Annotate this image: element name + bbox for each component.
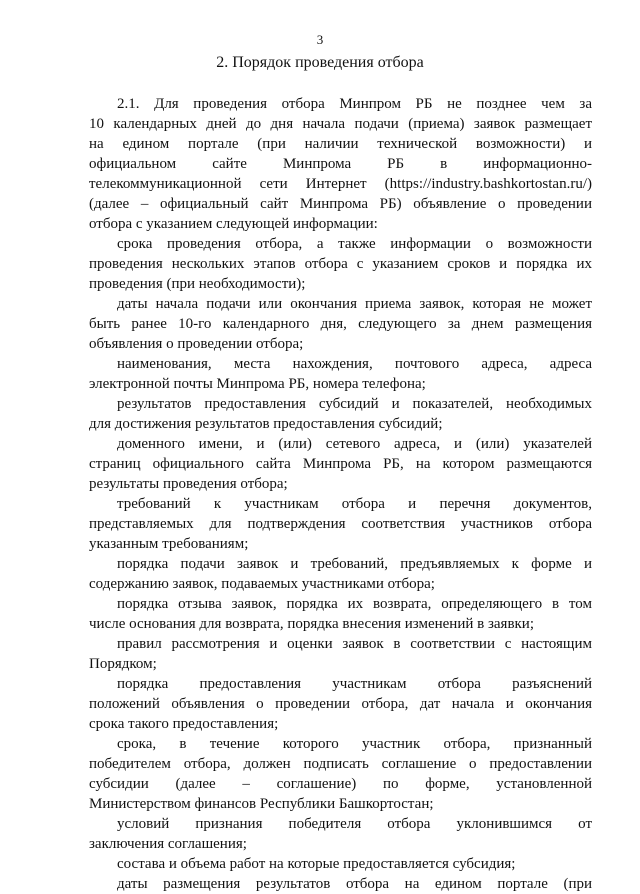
text-line: условий признания победителя отбора уклонившимся от [117, 816, 592, 832]
text-line: доменного имени, и (или) сетевого адреса, и (или) указателей [117, 436, 592, 452]
text-line: электронной почты Минпрома РБ, номера телефона; [89, 376, 426, 392]
text-line: Порядком; [89, 656, 157, 672]
text-line: на едином портале (при наличии технической возможности) и [89, 136, 592, 152]
text-line: представляемых для подтверждения соответствия участников отбора [89, 516, 592, 532]
text-line: состава и объема работ на которые предоставляется субсидия; [117, 856, 516, 872]
text-line: порядка предоставления участникам отбора разъяснений [117, 676, 592, 692]
text-line: даты размещения результатов отбора на едином портале (при [117, 876, 592, 892]
section-title: 2. Порядок проведения отбора [216, 54, 424, 71]
text-line: для достижения результатов предоставления субсидий; [89, 416, 443, 432]
paragraph [89, 634, 592, 674]
text-line: проведения нескольких этапов отбора с указанием сроков и порядка их [89, 256, 592, 272]
text-line: проведения (при необходимости); [89, 276, 306, 292]
paragraph [89, 814, 592, 854]
text-line: результаты проведения отбора; [89, 476, 288, 492]
document-body [89, 94, 592, 894]
text-line: срока проведения отбора, а также информации о возможности [117, 236, 592, 252]
paragraph [89, 594, 592, 634]
text-line: объявления о проведении отбора; [89, 336, 304, 352]
paragraph [89, 234, 592, 294]
text-line: даты начала подачи или окончания приема заявок, которая не может [117, 296, 592, 312]
paragraph [89, 94, 592, 234]
paragraph [89, 874, 592, 894]
text-line: заключения соглашения; [89, 836, 247, 852]
text-line: указанным требованиям; [89, 536, 249, 552]
text-line: быть ранее 10-го календарного дня, следующего за днем размещения [89, 316, 592, 332]
paragraph [89, 854, 592, 874]
text-line: порядка подачи заявок и требований, предъявляемых к форме и [117, 556, 592, 572]
paragraph [89, 394, 592, 434]
text-line: наименования, места нахождения, почтового адреса, адреса [117, 356, 592, 372]
text-line: телекоммуникационной сети Интернет (https://industry.bashkortostan.ru/) [89, 176, 592, 192]
text-line: положений объявления о проведении отбора, дат начала и окончания [89, 696, 592, 712]
text-line: официальном сайте Минпрома РБ в информационно- [89, 156, 592, 172]
text-line: 10 календарных дней до дня начала подачи (приема) заявок размещает [89, 116, 592, 132]
paragraph [89, 354, 592, 394]
text-line: отбора с указанием следующей информации: [89, 216, 378, 232]
text-line: (далее – официальный сайт Минпрома РБ) объявление о проведении [89, 196, 592, 212]
text-line: срока, в течение которого участник отбора, признанный [117, 736, 592, 752]
text-line: правил рассмотрения и оценки заявок в соответствии с настоящим [117, 636, 592, 652]
text-line: содержанию заявок, подаваемых участниками отбора; [89, 576, 435, 592]
text-line: 2.1. Для проведения отбора Минпром РБ не позднее чем за [117, 96, 592, 112]
paragraph [89, 674, 592, 734]
text-line: Министерством финансов Республики Башкортостан; [89, 796, 434, 812]
page-number: 3 [316, 32, 324, 47]
paragraph [89, 554, 592, 594]
text-line: числе основания для возврата, порядка внесения изменений в заявки; [89, 616, 535, 632]
text-line: результатов предоставления субсидий и показателей, необходимых [117, 396, 592, 412]
text-line: срока такого предоставления; [89, 716, 279, 732]
paragraph [89, 734, 592, 814]
text-line: субсидии (далее – соглашение) по форме, установленной [89, 776, 592, 792]
text-line: требований к участникам отбора и перечня документов, [117, 496, 592, 512]
paragraph [89, 494, 592, 554]
text-line: страниц официального сайта Минпрома РБ, на котором размещаются [89, 456, 592, 472]
paragraph [89, 434, 592, 494]
text-line: победителем отбора, должен подписать соглашение о предоставлении [89, 756, 592, 772]
text-line: порядка отзыва заявок, порядка их возврата, определяющего в том [117, 596, 592, 612]
paragraph [89, 294, 592, 354]
